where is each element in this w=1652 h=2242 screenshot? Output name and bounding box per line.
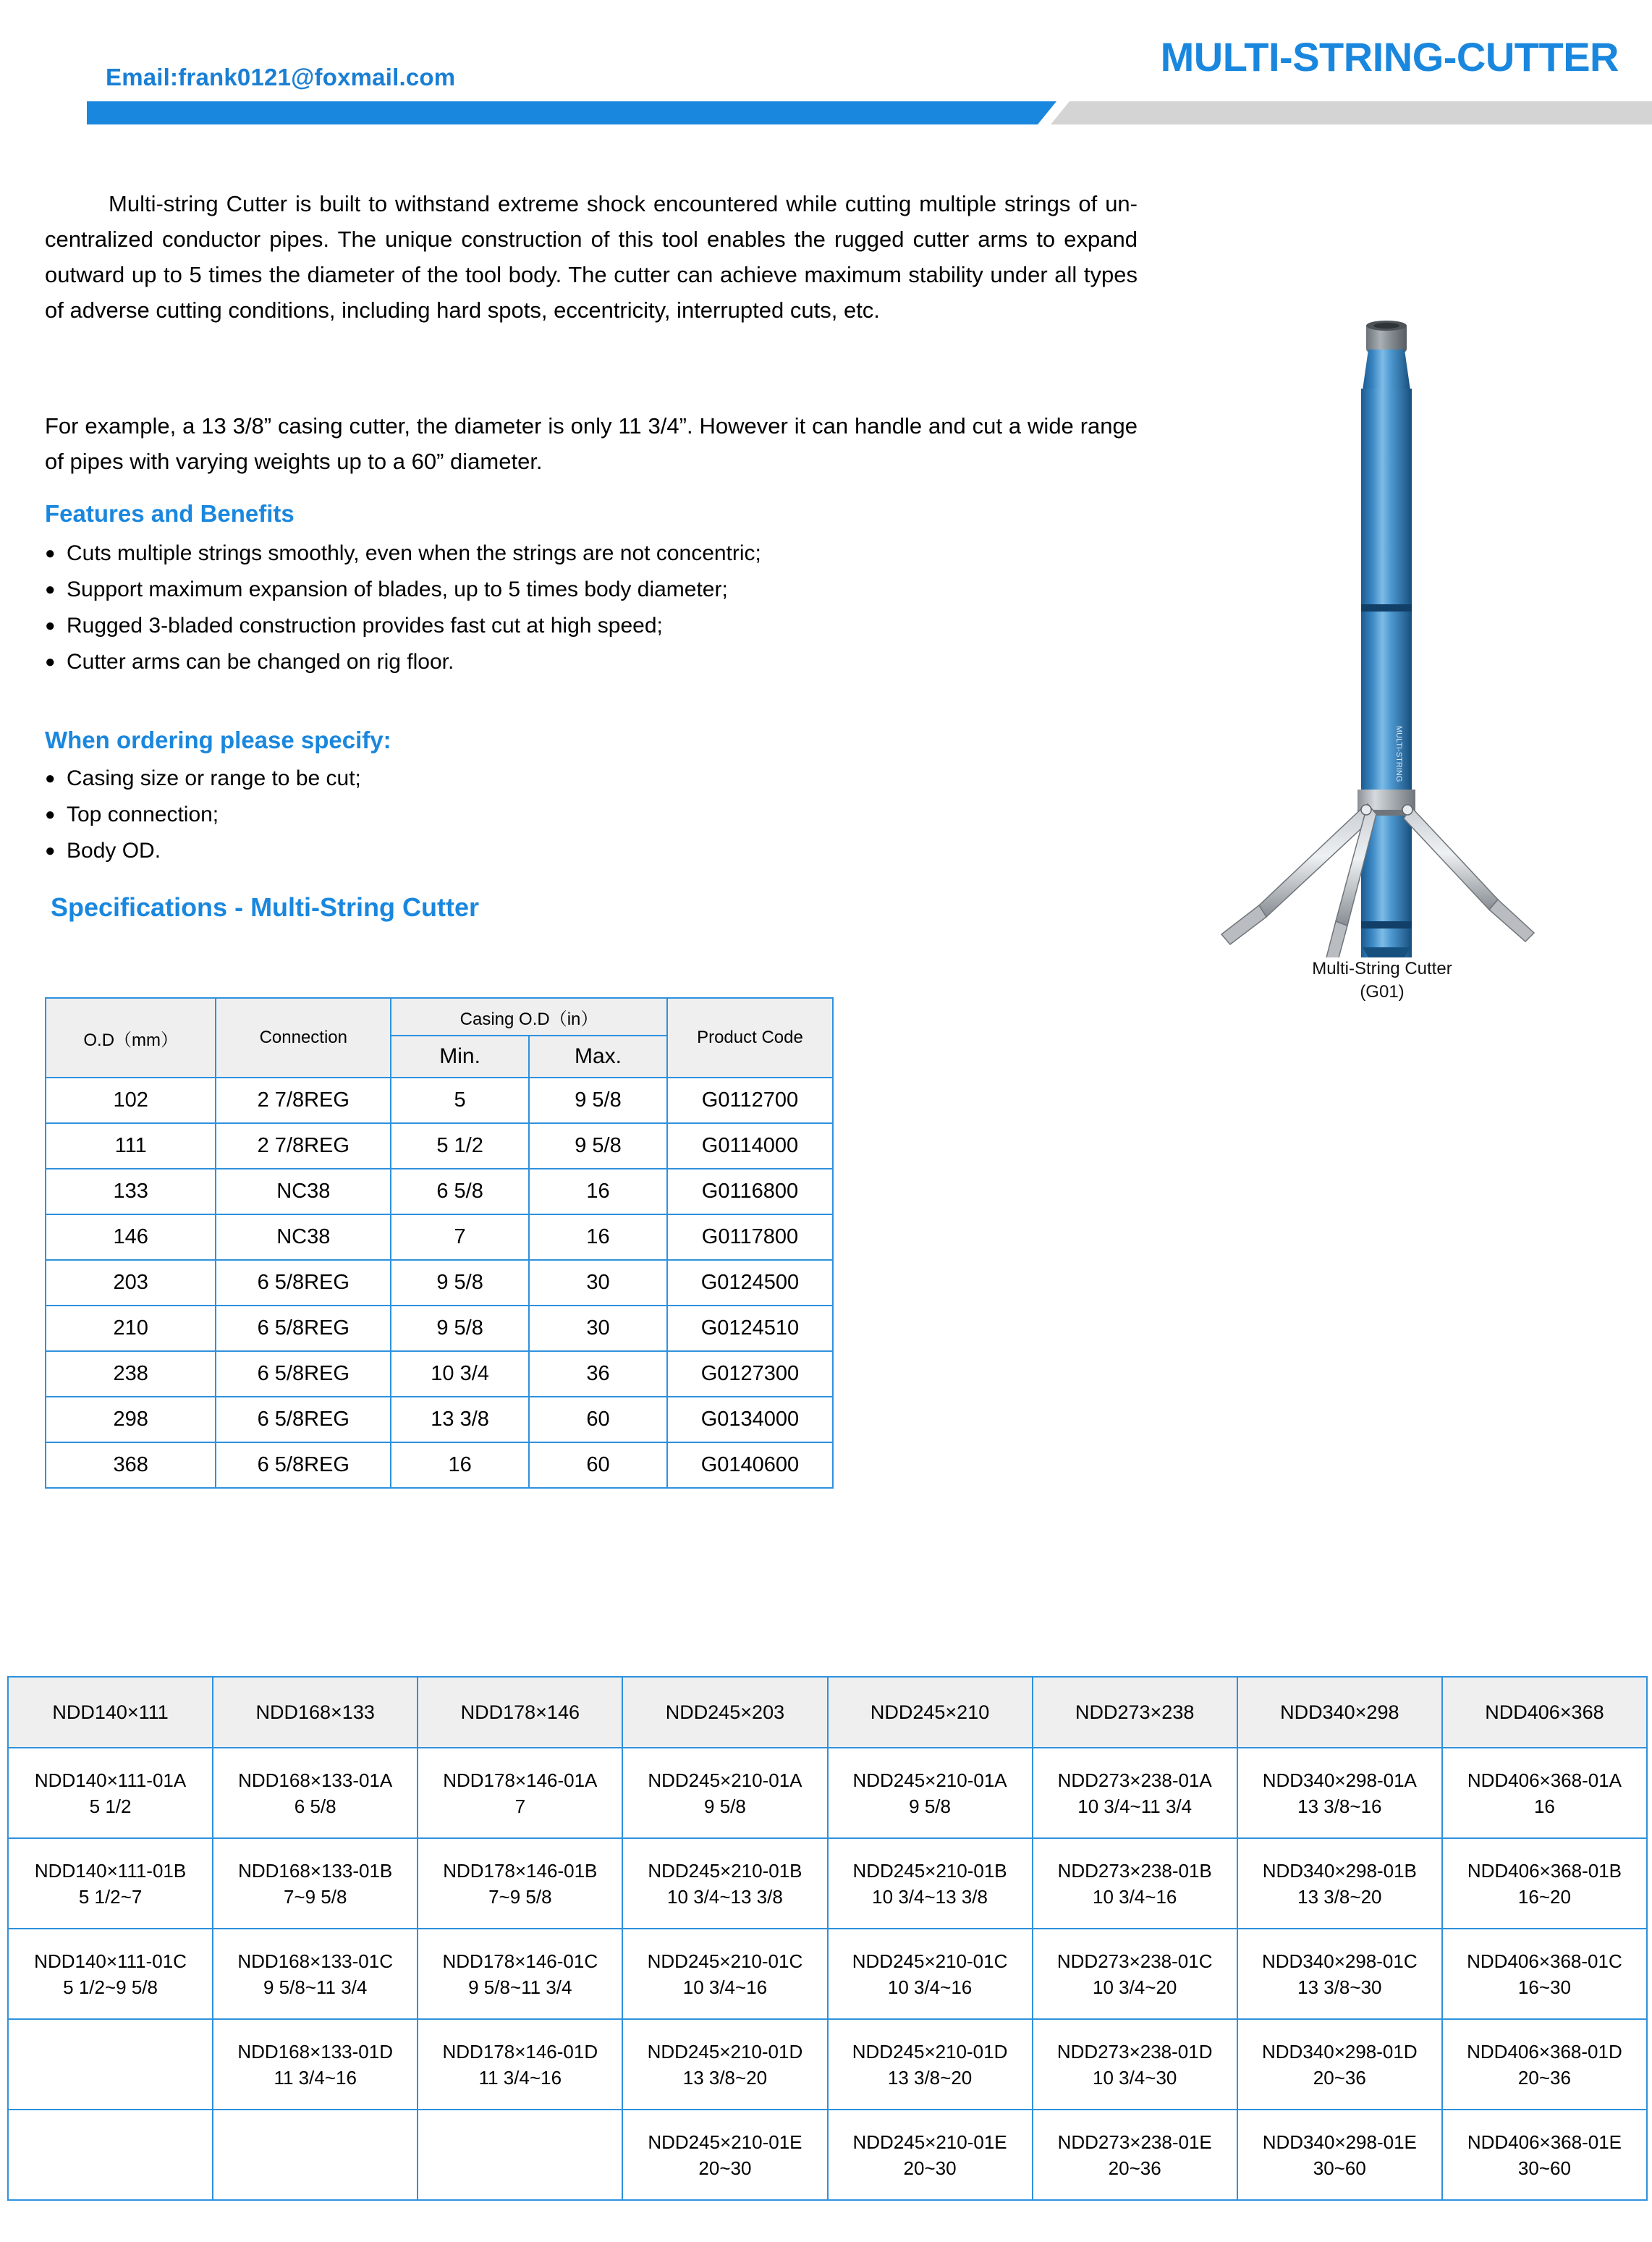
code-col-header: NDD168×133 [213,1677,418,1748]
body-joint-band-2 [1361,921,1412,928]
spec-cell-connection: 6 5/8REG [216,1442,391,1488]
code-cell [828,1838,1033,1929]
code-cell [622,1748,827,1838]
bullet-dot-icon: ● [45,841,56,860]
code-cell-code: NDD273×238-01C [1056,1950,1213,1972]
feature-text: Support maximum expansion of blades, up to 5 times body diameter; [67,578,728,601]
spec-cell-connection: 2 7/8REG [216,1078,391,1123]
code-cell-range: 6 5/8 [294,1795,336,1817]
col-header-max: Max. [529,1036,667,1078]
code-cell-code: NDD406×368-01A [1467,1769,1622,1791]
code-cell [213,1748,418,1838]
code-cell-range: 16~30 [1517,1976,1571,1998]
code-cell [622,1929,827,2019]
code-cell-range: 10 3/4~13 3/8 [667,1885,783,1908]
feature-text: Cuts multiple strings smoothly, even when the strings are not concentric; [67,541,761,565]
tool-body-upper [1361,389,1412,606]
spec-cell-connection: 6 5/8REG [216,1397,391,1442]
table-header-row [46,998,833,1036]
spec-cell-min: 9 5/8 [391,1306,529,1351]
code-cell-range: 11 3/4~16 [478,2066,562,2089]
code-cell-range: 10 3/4~11 3/4 [1077,1795,1193,1817]
code-cell-range: 10 3/4~13 3/8 [872,1885,988,1908]
code-cell-code: NDD273×238-01B [1057,1859,1212,1882]
list-item [45,572,1130,608]
code-cell [1442,1748,1647,1838]
code-cell [828,2019,1033,2110]
code-cell [213,1929,418,2019]
code-cell-code: NDD245×210-01C [647,1950,803,1972]
bullet-dot-icon: ● [45,769,56,788]
code-cell [1033,2019,1237,2110]
spec-cell-min: 16 [391,1442,529,1488]
code-cell [1033,2110,1237,2200]
contact-email[interactable]: Email:frank0121@foxmail.com [106,64,456,90]
code-cell [828,1929,1033,2019]
code-cell-code: NDD245×210-01C [852,1950,1008,1972]
spec-cell-max: 16 [529,1169,667,1214]
code-cell-code: NDD140×111-01B [34,1859,187,1882]
code-cell [622,2110,827,2200]
spec-cell-od: 210 [46,1306,216,1351]
code-cell-range: 20~30 [698,2157,752,2179]
spec-cell-od: 238 [46,1351,216,1397]
feature-text: Rugged 3-bladed construction provides fast cut at high speed; [67,614,663,638]
spec-cell-od: 146 [46,1214,216,1260]
multi-string-cutter-illustration [1158,321,1606,957]
bullet-dot-icon: ● [45,652,56,672]
code-cell-code: NDD245×210-01A [648,1769,802,1791]
code-col-header: NDD140×111 [8,1677,213,1748]
features-heading: Features and Benefits [45,500,295,527]
spec-cell-max: 30 [529,1306,667,1351]
code-cell-range: 5 1/2 [89,1795,132,1817]
spec-cell-connection: NC38 [216,1214,391,1260]
code-cell-code: NDD245×210-01E [852,2131,1007,2153]
spec-cell-od: 368 [46,1442,216,1488]
code-cell [1033,1838,1237,1929]
code-cell-range: 20~30 [903,2157,957,2179]
table-head [46,998,833,1078]
table-row [8,1929,1647,2019]
code-cell-code: NDD406×368-01C [1467,1950,1622,1972]
code-cell [8,1748,213,1838]
code-cell-code: NDD245×210-01A [852,1769,1007,1791]
intro-paragraph-1-text: Multi-string Cutter is built to withstand extreme shock encountered while cutting multiple strings of un-centralized conductor pipes. The unique construction of this tool enables the rugged cutter arms to expand outward up to 5 times the diameter of the tool body. The cutter can achieve maximum stability under all types of adverse cutting conditions, including hard spots, eccentricity, interrupted cuts, etc. [45,191,1138,323]
code-cell [1237,1748,1442,1838]
code-cell-code: NDD168×133-01B [238,1859,393,1882]
col-header-min: Min. [391,1036,529,1078]
col-header-od: O.D（mm） [46,998,216,1078]
header-accent-bar-blue [87,101,1056,124]
code-cell [418,2019,622,2110]
spec-cell-od: 102 [46,1078,216,1123]
page-header [0,0,1652,129]
spec-cell-od: 111 [46,1123,216,1169]
figure-caption-line-2: (G01) [1360,982,1405,1002]
spec-cell-product-code: G0127300 [667,1351,833,1397]
table-row [46,1260,833,1306]
col-header-connection: Connection [216,998,391,1078]
upper-taper [1363,350,1410,390]
code-cell-empty [418,2110,622,2200]
code-cell-range: 13 3/8~16 [1297,1795,1382,1817]
code-cell-code: NDD245×210-01B [648,1859,802,1882]
code-cell [1442,2019,1647,2110]
code-cell [1442,1929,1647,2019]
feature-text: Cutter arms can be changed on rig floor. [67,650,454,674]
code-col-header: NDD245×210 [828,1677,1033,1748]
ordering-text: Top connection; [67,803,219,826]
code-cell-range: 9 5/8~11 3/4 [468,1976,572,1998]
code-cell-code: NDD340×298-01D [1261,2040,1418,2063]
spec-cell-connection: 6 5/8REG [216,1351,391,1397]
code-cell-code: NDD406×368-01D [1467,2040,1622,2063]
spec-cell-max: 60 [529,1397,667,1442]
code-cell-range: 9 5/8 [704,1795,746,1817]
spec-cell-max: 9 5/8 [529,1078,667,1123]
code-cell [213,2019,418,2110]
code-cell-range: 10 3/4~16 [682,1976,768,1998]
list-item [45,833,1130,869]
code-cell-code: NDD340×298-01E [1262,2131,1417,2153]
code-cell-range: 16 [1533,1795,1555,1817]
code-cell-code: NDD178×146-01D [442,2040,598,2063]
cutter-arm-right [1404,807,1534,942]
code-cell-code: NDD168×133-01A [238,1769,393,1791]
spec-cell-product-code: G0140600 [667,1442,833,1488]
list-item [45,536,1130,572]
code-table-header-row [8,1677,1647,1748]
spec-cell-product-code: G0134000 [667,1397,833,1442]
code-cell-range: 5 1/2~9 5/8 [63,1976,158,1998]
code-cell [418,1929,622,2019]
spec-cell-product-code: G0117800 [667,1214,833,1260]
hinge-pin-right [1402,805,1412,815]
list-item [45,644,1130,680]
table-body [46,1078,833,1488]
header-accent-bar-gray [1051,101,1652,124]
spec-cell-max: 36 [529,1351,667,1397]
product-code-table [7,1676,1648,2201]
spec-cell-max: 30 [529,1260,667,1306]
spec-cell-product-code: G0114000 [667,1123,833,1169]
spec-cell-min: 5 [391,1078,529,1123]
body-label: MULTI-STRING [1394,726,1403,782]
code-cell [1237,2110,1442,2200]
code-table-body [8,1748,1647,2200]
code-table-head [8,1677,1647,1748]
code-cell [1033,1748,1237,1838]
code-cell [418,1838,622,1929]
top-connection [1366,321,1407,352]
spec-cell-min: 13 3/8 [391,1397,529,1442]
col-header-product-code: Product Code [667,998,833,1078]
code-col-header: NDD340×298 [1237,1677,1442,1748]
spec-cell-connection: NC38 [216,1169,391,1214]
table-row [8,2110,1647,2200]
tool-body-mid [1361,612,1412,792]
code-cell-range: 13 3/8~20 [682,2066,768,2089]
page-title: MULTI-STRING-CUTTER [1160,34,1619,80]
ordering-text: Body OD. [67,839,161,863]
spec-cell-product-code: G0124510 [667,1306,833,1351]
code-cell-code: NDD168×133-01D [237,2040,393,2063]
table-row [46,1123,833,1169]
code-cell [828,1748,1033,1838]
code-cell [828,2110,1033,2200]
intro-paragraph-1 [45,186,1138,328]
spec-cell-min: 5 1/2 [391,1123,529,1169]
code-cell-range: 20~36 [1108,2157,1161,2179]
code-cell-range: 11 3/4~16 [274,2066,357,2089]
code-cell-code: NDD178×146-01C [442,1950,598,1972]
code-cell-code: NDD245×210-01D [852,2040,1008,2063]
spec-cell-connection: 6 5/8REG [216,1260,391,1306]
ordering-heading: When ordering please specify: [45,727,391,753]
code-cell-range: 20~36 [1517,2066,1571,2089]
specifications-table [45,997,834,1489]
spec-cell-od: 298 [46,1397,216,1442]
list-item [45,608,1130,644]
code-cell-range: 9 5/8~11 3/4 [263,1976,368,1998]
bullet-dot-icon: ● [45,543,56,563]
code-cell-code: NDD406×368-01E [1467,2131,1622,2153]
code-cell-range: 20~36 [1313,2066,1366,2089]
code-cell-code: NDD406×368-01B [1467,1859,1622,1882]
code-cell-code: NDD245×210-01D [647,2040,803,2063]
code-cell-range: 30~60 [1313,2157,1366,2179]
spec-cell-max: 60 [529,1442,667,1488]
code-cell-empty [8,2019,213,2110]
list-item [45,761,1130,797]
product-code-table-container [7,1676,1648,2201]
code-cell-range: 7~9 5/8 [283,1885,347,1908]
code-cell [418,1748,622,1838]
code-cell [1237,1929,1442,2019]
code-cell-range: 10 3/4~16 [1092,1885,1177,1908]
code-col-header: NDD178×146 [418,1677,622,1748]
spec-cell-max: 16 [529,1214,667,1260]
table-row [46,1078,833,1123]
ordering-list [45,761,1130,869]
bottom-nose [1363,947,1410,957]
code-cell-range: 13 3/8~20 [887,2066,973,2089]
code-cell-code: NDD245×210-01E [648,2131,802,2153]
spec-cell-od: 133 [46,1169,216,1214]
code-col-header: NDD273×238 [1033,1677,1237,1748]
code-cell [1033,1929,1237,2019]
code-cell-range: 10 3/4~16 [887,1976,973,1998]
code-cell-range: 16~20 [1517,1885,1571,1908]
code-cell-range: 13 3/8~20 [1297,1885,1382,1908]
specifications-table-container [45,997,834,1489]
code-cell-code: NDD273×238-01D [1056,2040,1213,2063]
code-cell-range: 13 3/8~30 [1297,1976,1382,1998]
spec-cell-min: 7 [391,1214,529,1260]
table-row [8,2019,1647,2110]
spec-cell-od: 203 [46,1260,216,1306]
figure-caption-line-1: Multi-String Cutter [1312,959,1452,978]
code-cell-range: 7~9 5/8 [488,1885,552,1908]
figure-caption [1158,957,1606,1004]
spec-cell-min: 6 5/8 [391,1169,529,1214]
code-cell [8,1838,213,1929]
table-row [46,1214,833,1260]
code-cell [1442,2110,1647,2200]
code-cell-code: NDD273×238-01A [1057,1769,1212,1791]
code-cell [1237,2019,1442,2110]
code-cell-range: 9 5/8 [909,1795,951,1817]
table-row [46,1169,833,1214]
code-cell-code: NDD273×238-01E [1057,2131,1212,2153]
code-cell-range: 5 1/2~7 [78,1885,143,1908]
code-cell-range: 10 3/4~20 [1092,1976,1177,1998]
table-row [8,1748,1647,1838]
list-item [45,797,1130,833]
code-cell-range: 10 3/4~30 [1092,2066,1177,2089]
code-cell [622,2019,827,2110]
table-row [46,1306,833,1351]
spec-cell-min: 9 5/8 [391,1260,529,1306]
specifications-heading: Specifications - Multi-String Cutter [51,892,480,922]
code-cell-empty [213,2110,418,2200]
code-cell [213,1838,418,1929]
spec-cell-connection: 6 5/8REG [216,1306,391,1351]
code-cell-code: NDD340×298-01C [1261,1950,1418,1972]
code-cell-empty [8,2110,213,2200]
code-cell-code: NDD178×146-01B [443,1859,598,1882]
product-figure [1158,321,1606,1044]
code-cell-code: NDD168×133-01C [237,1950,393,1972]
code-cell-code: NDD245×210-01B [852,1859,1007,1882]
intro-paragraph-2: For example, a 13 3/8” casing cutter, the diameter is only 11 3/4”. However it can handle and cut a wide range of pipes with varying weights up to a 60” diameter. [45,413,1138,474]
bullet-dot-icon: ● [45,580,56,599]
code-cell-range: 7 [514,1795,526,1817]
spec-cell-max: 9 5/8 [529,1123,667,1169]
spec-cell-min: 10 3/4 [391,1351,529,1397]
table-row [46,1442,833,1488]
code-cell [1442,1838,1647,1929]
code-cell [1237,1838,1442,1929]
ordering-text: Casing size or range to be cut; [67,766,361,790]
code-cell-code: NDD340×298-01A [1262,1769,1417,1791]
code-col-header: NDD406×368 [1442,1677,1647,1748]
code-cell-range: 30~60 [1517,2157,1571,2179]
code-cell-code: NDD140×111-01C [34,1950,187,1972]
col-header-casing-od: Casing O.D（in） [391,998,667,1036]
bullet-dot-icon: ● [45,616,56,635]
code-col-header: NDD245×203 [622,1677,827,1748]
spec-cell-product-code: G0116800 [667,1169,833,1214]
spec-cell-product-code: G0124500 [667,1260,833,1306]
features-list [45,536,1130,680]
table-row [8,1838,1647,1929]
hinge-pin-left [1361,805,1371,815]
code-cell [8,1929,213,2019]
spec-cell-connection: 2 7/8REG [216,1123,391,1169]
table-row [46,1397,833,1442]
spec-cell-product-code: G0112700 [667,1078,833,1123]
code-cell [622,1838,827,1929]
table-row [46,1351,833,1397]
bullet-dot-icon: ● [45,805,56,824]
code-cell-code: NDD178×146-01A [443,1769,598,1791]
code-cell-code: NDD340×298-01B [1262,1859,1417,1882]
code-cell-code: NDD140×111-01A [34,1769,187,1791]
